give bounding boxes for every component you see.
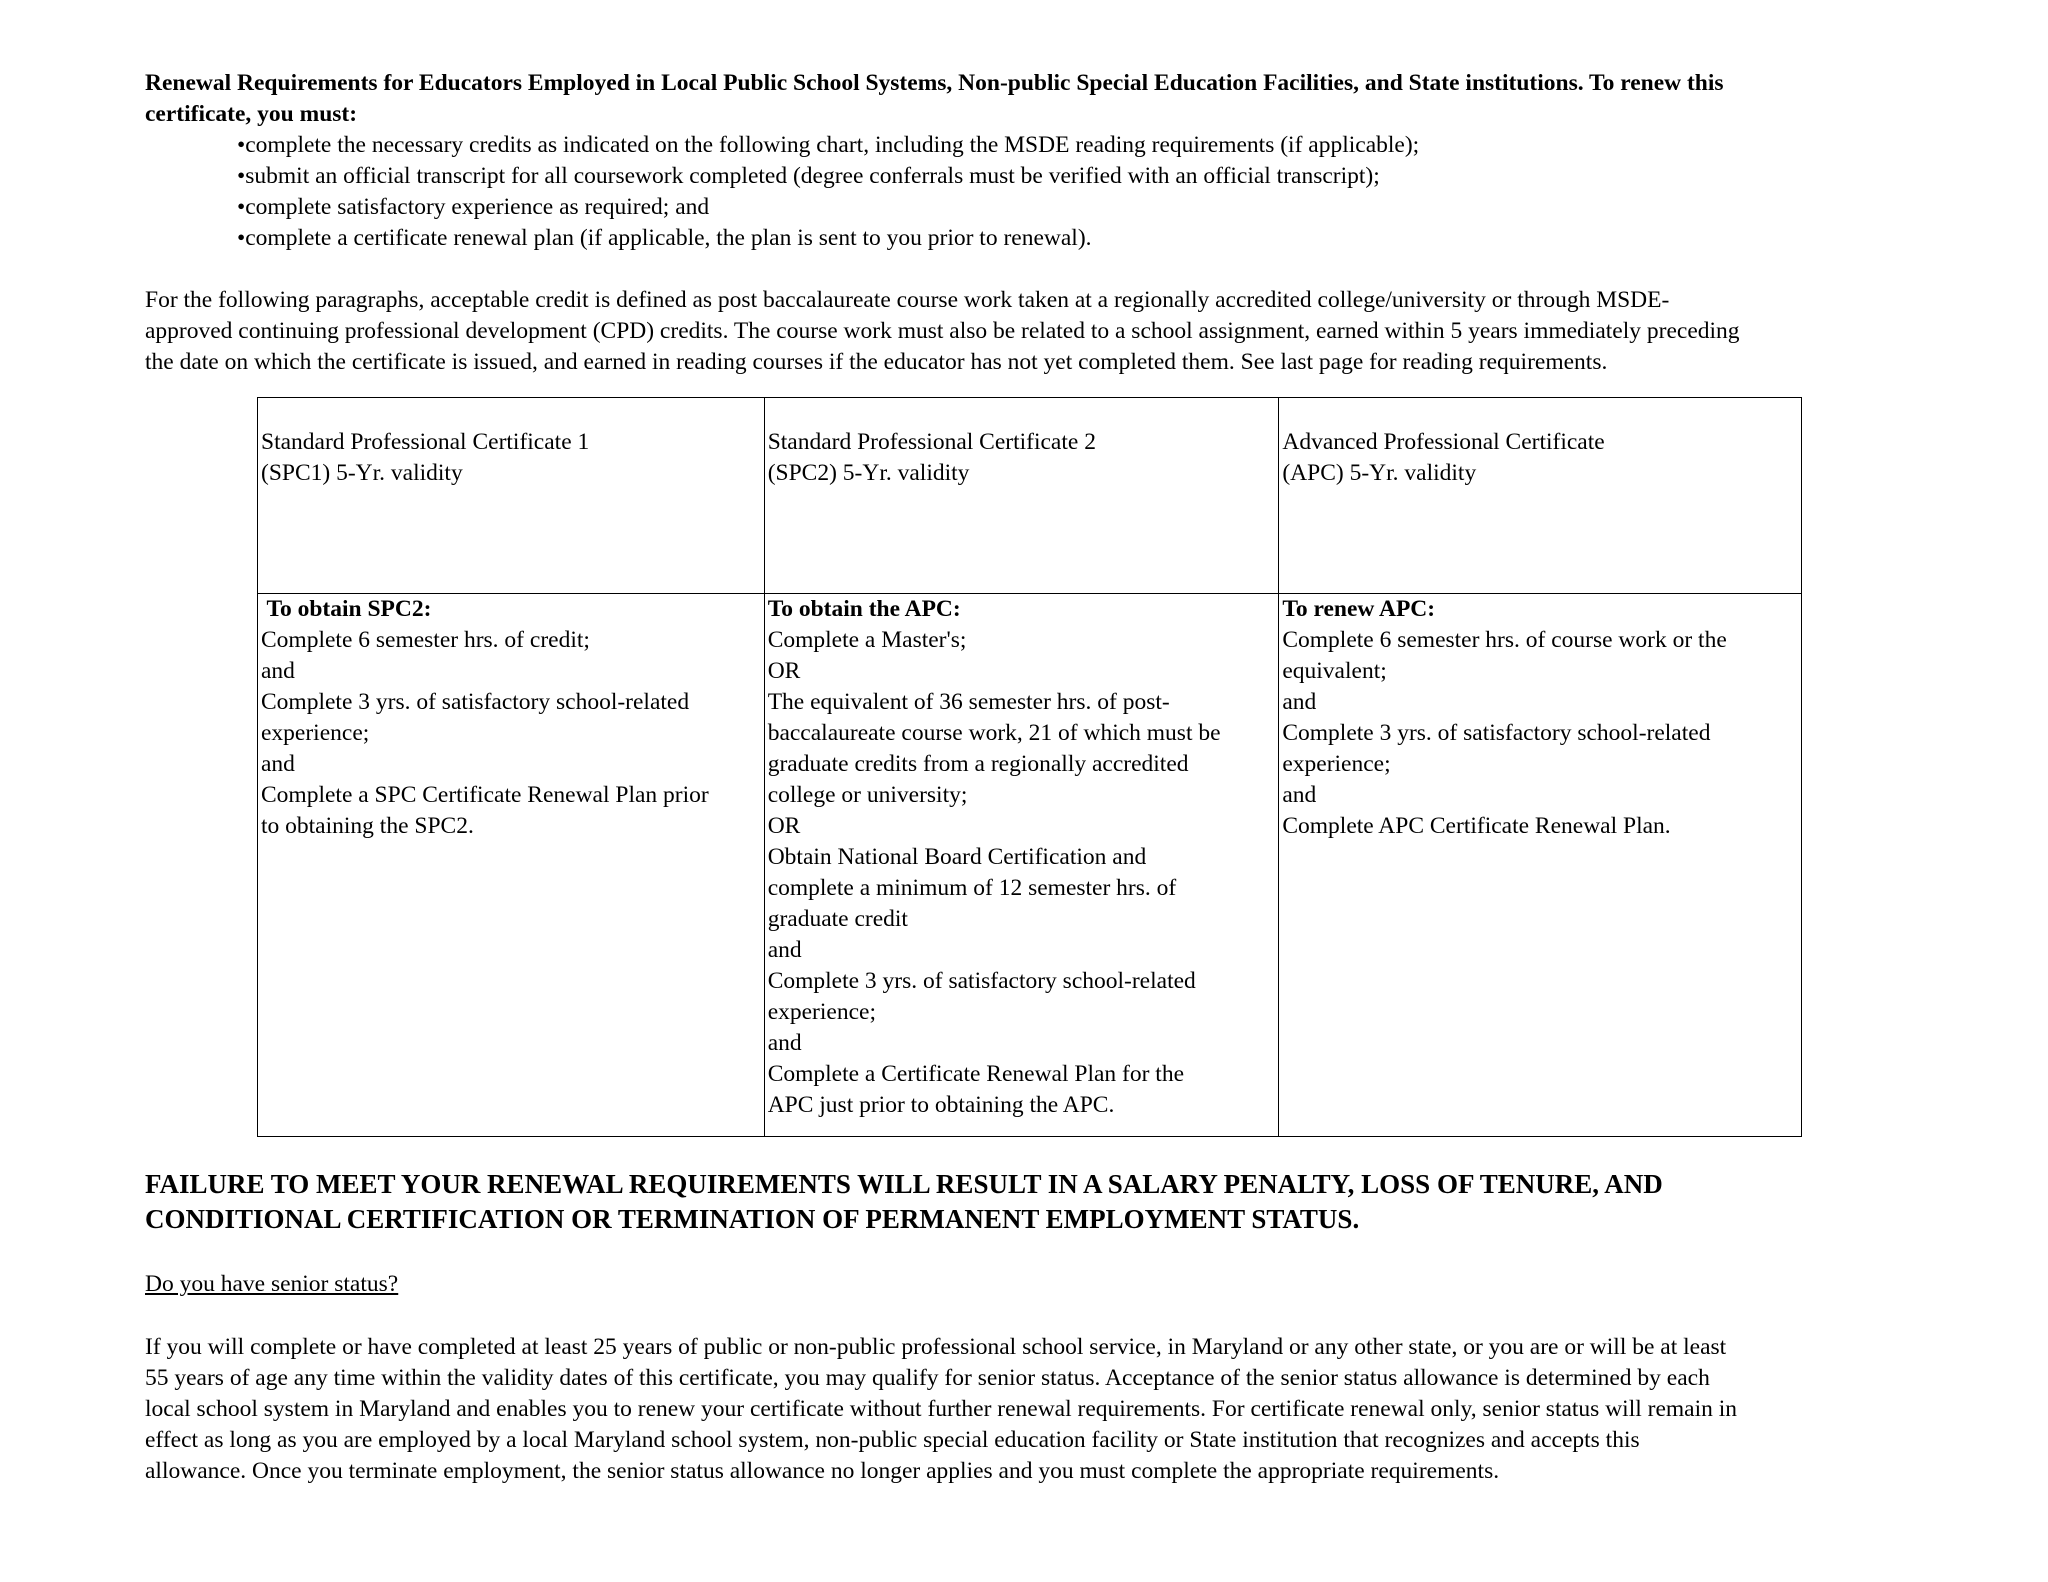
- obtain-spc2-cell: [258, 594, 765, 1137]
- paragraph-line: approved continuing professional development (CPD) credits. The course work must also be related to a school assignment, earned within 5 years immediately preceding: [145, 318, 1740, 344]
- cell-line: and: [1282, 689, 1317, 715]
- failure-warning: [145, 1167, 1925, 1237]
- cell-line: experience;: [1282, 751, 1391, 777]
- list-item: • submit an official transcript for all coursework completed (degree conferrals must be verified with an official transcript);: [237, 161, 1925, 192]
- heading-line: certificate, you must:: [145, 101, 358, 127]
- header-line: Standard Professional Certificate 1: [261, 429, 590, 455]
- cell-line: experience;: [767, 999, 876, 1025]
- cell-line: Complete APC Certificate Renewal Plan.: [1282, 813, 1671, 839]
- cell-line: Complete 6 semester hrs. of credit;: [261, 627, 590, 653]
- cell-title: To obtain the APC:: [767, 596, 961, 622]
- cell-line: and: [261, 751, 295, 777]
- cell-line: Obtain National Board Certification and: [767, 844, 1147, 870]
- warning-line: CONDITIONAL CERTIFICATION OR TERMINATION OF PERMANENT EMPLOYMENT STATUS.: [145, 1204, 1360, 1234]
- cell-line: graduate credit: [767, 906, 908, 932]
- paragraph-line: allowance. Once you terminate employment, the senior status allowance no longer applies and you must complete the appropriate requirements.: [145, 1458, 1500, 1484]
- table-row: [258, 594, 1802, 1137]
- paragraph-line: 55 years of age any time within the validity dates of this certificate, you may qualify for senior status. Acceptance of the senior status allowance is determined by each: [145, 1365, 1710, 1391]
- certificate-table: [257, 397, 1802, 1137]
- cell-line: Complete 3 yrs. of satisfactory school-related: [767, 968, 1196, 994]
- cell-line: and: [261, 658, 295, 684]
- header-line: (SPC1) 5-Yr. validity: [261, 460, 463, 486]
- cell-line: experience;: [261, 720, 370, 746]
- paragraph-line: If you will complete or have completed at least 25 years of public or non-public professional school service, in Maryland or any other state, or you are or will be at least: [145, 1334, 1727, 1360]
- header-line: (SPC2) 5-Yr. validity: [767, 460, 970, 486]
- table-header-row: [258, 398, 1802, 594]
- list-item: • complete the necessary credits as indicated on the following chart, including the MSDE reading requirements (if applicable);: [237, 130, 1925, 161]
- cell-line: and: [767, 1030, 802, 1056]
- cell-line: The equivalent of 36 semester hrs. of post-: [767, 689, 1170, 715]
- cell-line: complete a minimum of 12 semester hrs. of: [767, 875, 1177, 901]
- apc-header-cell: [1279, 398, 1802, 594]
- renewal-requirements-list: [145, 130, 1925, 254]
- list-item: • complete a certificate renewal plan (if applicable, the plan is sent to you prior to renewal).: [237, 223, 1925, 254]
- cell-line: Complete a Certificate Renewal Plan for the: [767, 1061, 1185, 1087]
- warning-line: FAILURE TO MEET YOUR RENEWAL REQUIREMENTS WILL RESULT IN A SALARY PENALTY, LOSS OF TENURE, AND: [145, 1169, 1663, 1199]
- cell-line: Complete 6 semester hrs. of course work or the: [1282, 627, 1727, 653]
- cell-title: To obtain SPC2:: [261, 596, 432, 622]
- spc1-header-cell: [258, 398, 765, 594]
- paragraph-line: For the following paragraphs, acceptable credit is defined as post baccalaureate course work taken at a regionally accredited college/university or through MSDE-: [145, 287, 1670, 313]
- acceptable-credit-paragraph: [145, 285, 1925, 378]
- cell-line: Complete a SPC Certificate Renewal Plan prior: [261, 782, 709, 808]
- cell-line: graduate credits from a regionally accredited: [767, 751, 1189, 777]
- paragraph-line: local school system in Maryland and enables you to renew your certificate without further renewal requirements. For certificate renewal only, senior status will remain in: [145, 1396, 1738, 1422]
- cell-title: To renew APC:: [1282, 596, 1436, 622]
- heading-line: Renewal Requirements for Educators Employed in Local Public School Systems, Non-public Special Education Facilities, and State institutions. To renew this: [145, 70, 1724, 96]
- document-page: [145, 68, 1925, 1484]
- cell-line: Complete 3 yrs. of satisfactory school-related: [261, 689, 690, 715]
- senior-status-paragraph: [145, 1332, 1925, 1487]
- cell-line: OR: [767, 658, 801, 684]
- paragraph-line: effect as long as you are employed by a local Maryland school system, non-public special education facility or State institution that recognizes and accepts this: [145, 1427, 1640, 1453]
- cell-line: and: [1282, 782, 1317, 808]
- cell-line: OR: [767, 813, 801, 839]
- list-item: • complete satisfactory experience as required; and: [237, 192, 1925, 223]
- header-line: Standard Professional Certificate 2: [767, 429, 1096, 455]
- header-line: (APC) 5-Yr. validity: [1282, 460, 1477, 486]
- cell-line: to obtaining the SPC2.: [261, 813, 474, 839]
- spc2-header-cell: [764, 398, 1279, 594]
- cell-line: Complete 3 yrs. of satisfactory school-related: [1282, 720, 1711, 746]
- renewal-requirements-heading: [145, 68, 1925, 130]
- cell-line: and: [767, 937, 802, 963]
- obtain-apc-cell: [764, 594, 1279, 1137]
- cell-line: baccalaureate course work, 21 of which must be: [767, 720, 1221, 746]
- paragraph-line: the date on which the certificate is issued, and earned in reading courses if the educator has not yet completed them. See last page for reading requirements.: [145, 349, 1608, 375]
- cell-line: Complete a Master's;: [767, 627, 967, 653]
- senior-status-question: Do you have senior status?: [145, 1271, 399, 1297]
- cell-line: equivalent;: [1282, 658, 1387, 684]
- cell-line: APC just prior to obtaining the APC.: [767, 1092, 1115, 1118]
- header-line: Advanced Professional Certificate: [1282, 429, 1605, 455]
- renew-apc-cell: [1279, 594, 1802, 1137]
- cell-line: college or university;: [767, 782, 968, 808]
